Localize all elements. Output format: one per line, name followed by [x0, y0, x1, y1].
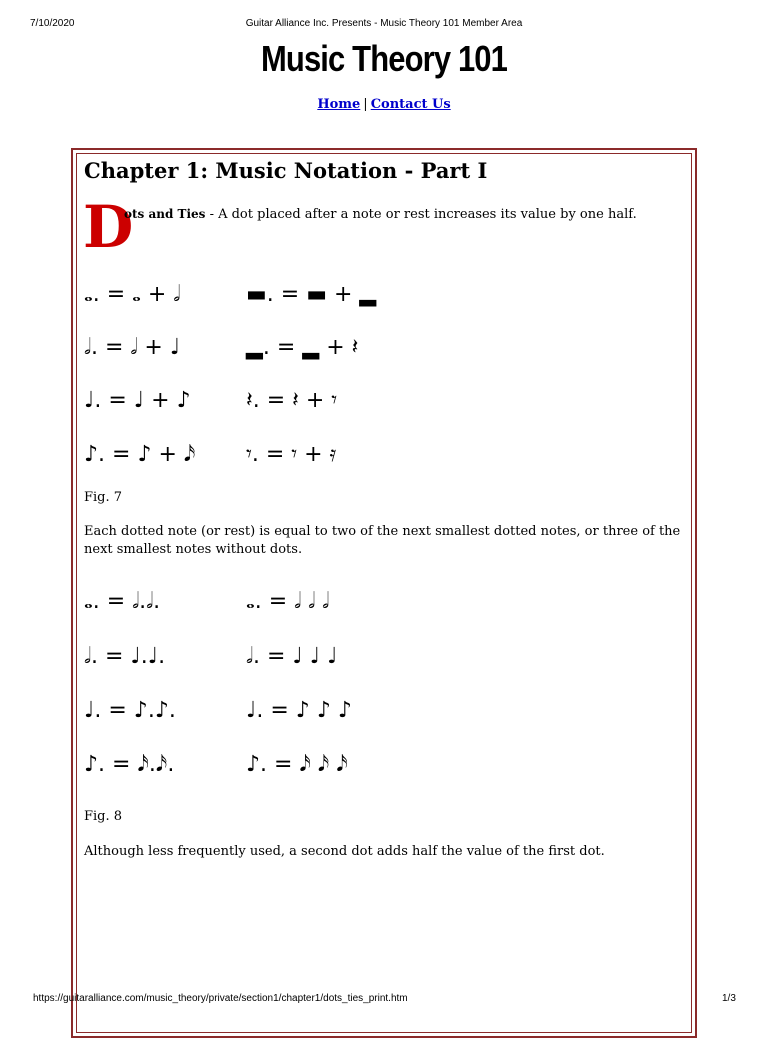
fig7-row — [84, 386, 338, 416]
nav-links — [0, 97, 768, 112]
fig8-row — [84, 750, 348, 780]
fig7-right: ▬. = ▬ + ▂ — [246, 282, 377, 307]
fig8-right: 𝅗𝅥. = ♩ ♩ ♩ — [246, 644, 338, 669]
fig7-row — [84, 280, 377, 310]
site-title: Music Theory 101 — [260, 38, 508, 79]
fig7-left: 𝅗𝅥. = 𝅗𝅥 + ♩ — [84, 335, 181, 360]
home-link[interactable]: Home — [317, 97, 361, 112]
print-page-title: Guitar Alliance Inc. Presents - Music Theory 101 Member Area — [245, 18, 523, 29]
paragraph-dotted-equivalence: Each dotted note (or rest) is equal to two of the next smallest dotted notes, or three of the next smallest notes without dots. — [84, 524, 681, 557]
intro-paragraph — [124, 207, 637, 222]
fig7-row — [84, 440, 337, 470]
fig7-right: 𝄽. = 𝄽 + 𝄾 — [246, 388, 338, 413]
print-date: 7/10/2020 — [30, 18, 75, 29]
intro-term: ots and Ties — [124, 207, 206, 221]
drop-cap: D — [83, 193, 134, 261]
fig8-left: ♪. = 𝅘𝅥𝅯.𝅘𝅥𝅯. — [84, 752, 175, 777]
fig8-caption: Fig. 8 — [84, 809, 123, 824]
contact-link[interactable]: Contact Us — [370, 97, 451, 112]
fig7-left: ♪. = ♪ + 𝅘𝅥𝅯 — [84, 442, 196, 467]
fig7-left: 𝅝. = 𝅝 + 𝅗𝅥 — [84, 282, 181, 307]
fig8-right: ♩. = ♪ ♪ ♪ — [246, 698, 352, 723]
fig8-left: ♩. = ♪.♪. — [84, 698, 176, 723]
fig8-row — [84, 696, 352, 726]
print-page-number: 1/3 — [722, 993, 736, 1004]
fig8-row — [84, 642, 338, 672]
fig8-left: 𝅝. = 𝅗𝅥.𝅗𝅥. — [84, 589, 161, 614]
print-url: https://guitaralliance.com/music_theory/private/section1/chapter1/dots_ties_print.htm — [33, 993, 408, 1004]
fig7-right: 𝄾. = 𝄾 + 𝄿 — [246, 442, 337, 467]
fig7-row — [84, 333, 359, 363]
fig7-left: ♩. = ♩ + ♪ — [84, 388, 191, 413]
fig7-right: ▂. = ▂ + 𝄽 — [246, 335, 359, 360]
fig8-row — [84, 587, 330, 617]
print-header — [0, 18, 768, 32]
intro-text: - A dot placed after a note or rest increases its value by one half. — [205, 207, 637, 222]
paragraph-second-dot: Although less frequently used, a second dot adds half the value of the first dot. — [84, 844, 605, 859]
fig7-caption: Fig. 7 — [84, 490, 123, 505]
fig8-left: 𝅗𝅥. = ♩.♩. — [84, 644, 166, 669]
chapter-title: Chapter 1: Music Notation - Part I — [84, 158, 488, 183]
nav-separator: | — [363, 97, 368, 112]
fig8-right: 𝅝. = 𝅗𝅥 𝅗𝅥 𝅗𝅥 — [246, 589, 330, 614]
fig8-right: ♪. = 𝅘𝅥𝅯 𝅘𝅥𝅯 𝅘𝅥𝅯 — [246, 752, 348, 777]
